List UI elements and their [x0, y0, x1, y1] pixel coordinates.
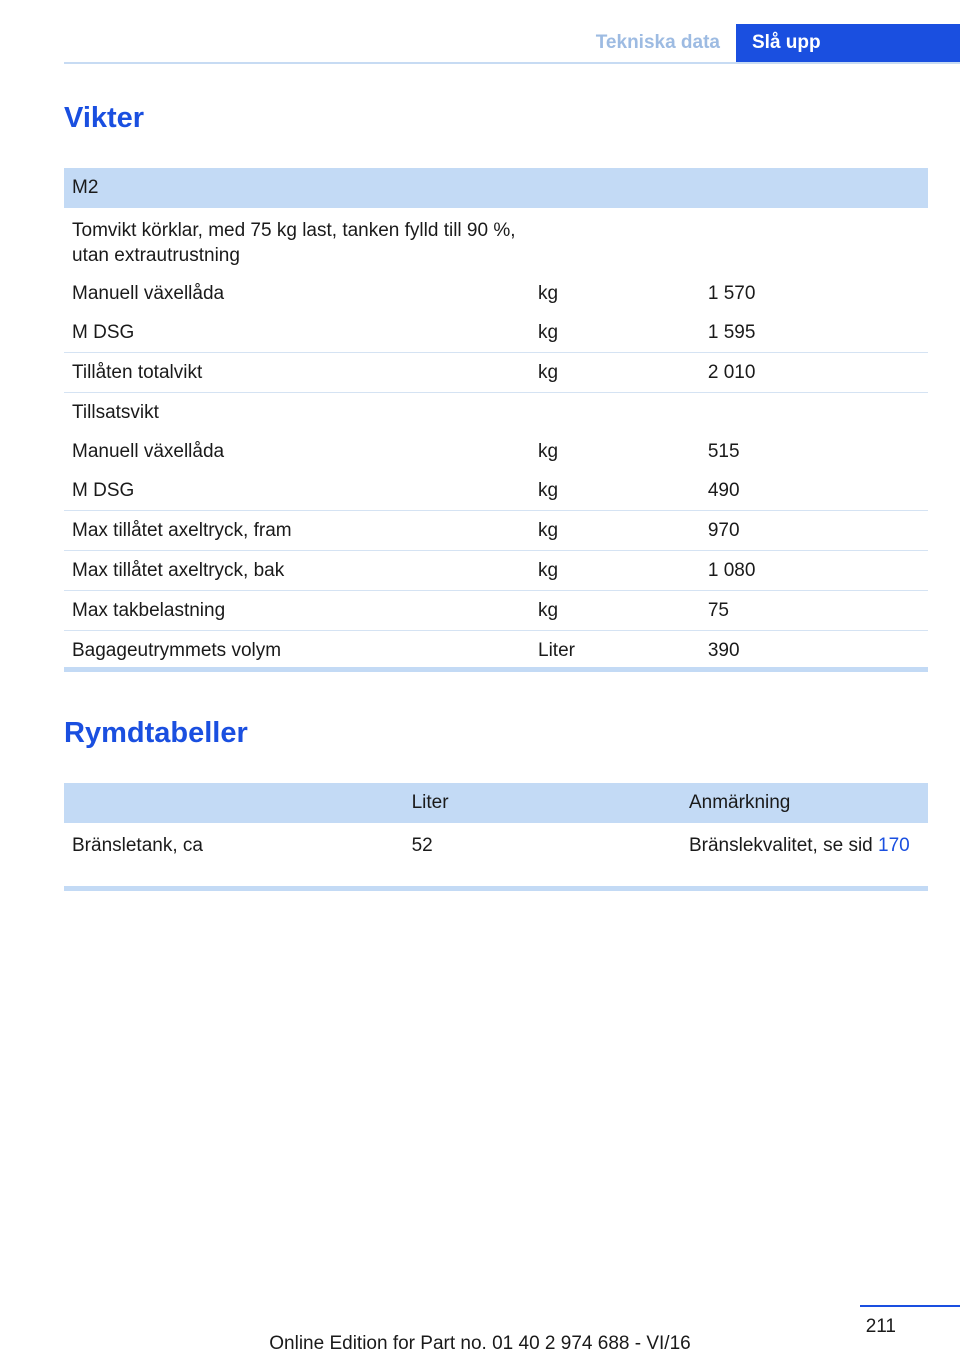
row-label: Max takbelastning — [64, 591, 530, 631]
row-value: 75 — [700, 591, 928, 631]
breadcrumb-section[interactable]: Tekniska data — [595, 32, 720, 53]
capacities-table — [64, 783, 928, 864]
row-unit: kg — [530, 591, 700, 631]
page-number: 211 — [865, 1316, 896, 1337]
page-reference-link[interactable]: 170 — [878, 835, 910, 856]
capacities-title: Rymdtabeller — [64, 717, 248, 749]
weights-table-end-rule — [64, 667, 928, 672]
row-label: Bagageutrymmets volym — [72, 639, 282, 661]
row-unit — [530, 208, 700, 274]
row-label: M DSG — [64, 313, 530, 353]
row-unit: kg — [538, 440, 559, 462]
row-value — [700, 393, 928, 433]
row-unit: kg — [538, 282, 559, 304]
row-label: Manuell växellåda — [72, 282, 225, 304]
row-value: 515 — [707, 440, 740, 462]
table-row — [64, 432, 928, 471]
row-unit: kg — [530, 511, 700, 551]
weights-title: Vikter — [64, 102, 145, 134]
table-row — [64, 274, 928, 313]
column-header — [64, 783, 404, 823]
row-value: 1 080 — [700, 551, 928, 591]
table-row — [64, 313, 928, 353]
row-label: Tillåten totalvikt — [64, 353, 530, 393]
weights-header-row — [64, 168, 928, 208]
table-row — [64, 393, 928, 433]
row-unit: kg — [530, 471, 700, 511]
row-value — [700, 208, 928, 274]
weights-table — [64, 168, 928, 670]
row-value: 390 — [707, 639, 740, 661]
table-row — [64, 353, 928, 393]
model-name: M2 — [64, 168, 530, 208]
row-value: 970 — [700, 511, 928, 551]
table-row — [64, 823, 928, 864]
row-label: Max tillåtet axeltryck, fram — [64, 511, 530, 551]
row-label: Bränsletank, ca — [72, 835, 203, 856]
footer-edition-text: Online Edition for Part no. 01 40 2 974 688 - VI/16 — [269, 1333, 691, 1354]
capacities-table-end-rule — [64, 886, 928, 891]
column-header-liter: Liter — [404, 783, 681, 823]
table-row — [64, 511, 928, 551]
row-unit: Liter — [538, 639, 575, 661]
row-value: 1 595 — [700, 313, 928, 353]
row-value: 2 010 — [700, 353, 928, 393]
header-bar — [64, 24, 960, 64]
capacities-header-row — [64, 783, 928, 823]
page-number-rule — [860, 1305, 960, 1307]
row-label: Manuell växellåda — [72, 440, 225, 462]
row-unit — [530, 393, 700, 433]
row-value: 1 570 — [707, 282, 756, 304]
table-row — [64, 208, 928, 274]
table-row — [64, 551, 928, 591]
note-text: Bränslekvalitet, se sid — [688, 835, 873, 856]
table-row — [64, 591, 928, 631]
column-header-note: Anmärkning — [681, 783, 928, 823]
row-value: 490 — [700, 471, 928, 511]
row-unit: kg — [530, 551, 700, 591]
breadcrumb-active-tab[interactable]: Slå upp — [736, 24, 960, 62]
row-value: 52 — [411, 835, 433, 856]
row-note — [681, 823, 928, 864]
row-label: Tillsatsvikt — [72, 401, 159, 423]
row-unit: kg — [530, 353, 700, 393]
table-row — [64, 631, 928, 671]
row-label: Tomvikt körklar, med 75 kg last, tanken fylld till 90 %, utan extrautrustning — [72, 220, 516, 266]
row-unit: kg — [530, 313, 700, 353]
table-row — [64, 471, 928, 511]
row-label: Max tillåtet axeltryck, bak — [64, 551, 530, 591]
row-label: M DSG — [64, 471, 530, 511]
